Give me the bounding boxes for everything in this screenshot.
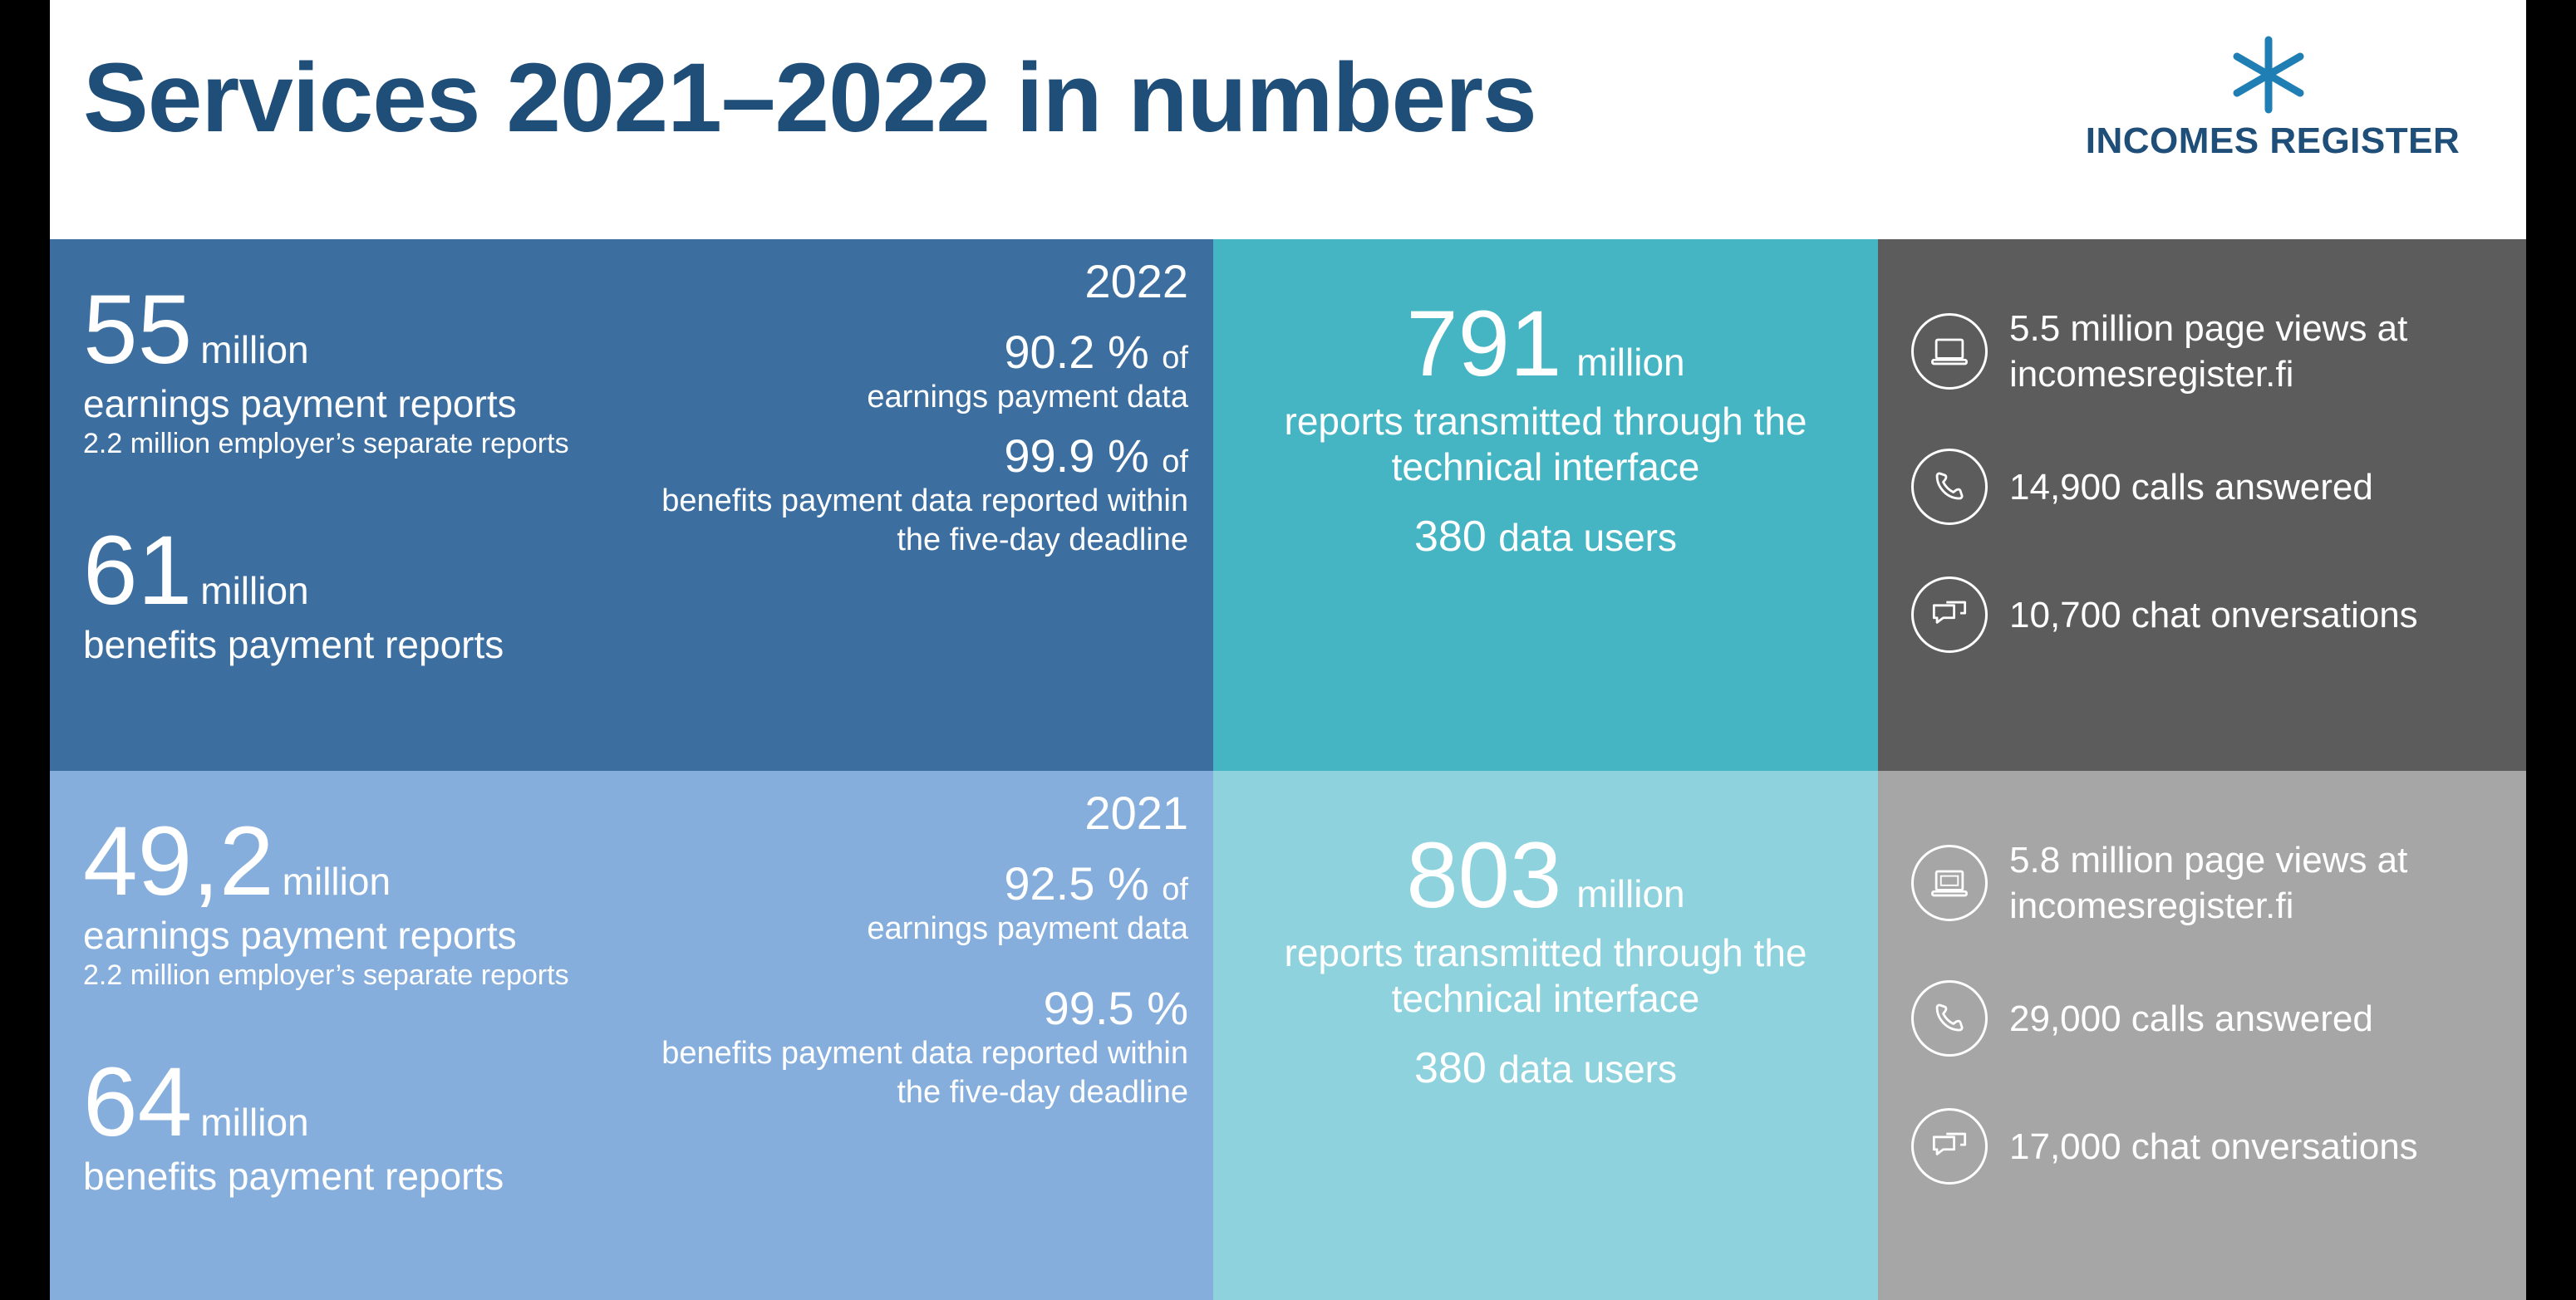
list-item	[1878, 306, 2526, 397]
earnings-reports-subcaption-2022: 2.2 million employer’s separate reports	[83, 427, 569, 459]
chat-icon	[1911, 1108, 1988, 1185]
pct-earnings-value-2021: 92.5 %	[1004, 857, 1149, 910]
data-users-label-2022: data users	[1498, 516, 1677, 560]
list-item	[1878, 837, 2526, 929]
channel-text: 17,000 chat onversations	[2009, 1126, 2418, 1167]
interface-reports-number-2022: 791	[1406, 292, 1562, 395]
year-label-2022: 2022	[1084, 255, 1188, 307]
data-users-number-2022: 380	[1413, 513, 1487, 562]
earnings-reports-unit-2022: million	[200, 328, 309, 371]
pct-benefits-desc-2021: benefits payment data reported within the five-day deadline	[661, 1035, 1188, 1111]
channel-text: 29,000 calls answered	[2009, 998, 2373, 1039]
pct-earnings-desc-2021: earnings payment data	[867, 910, 1188, 946]
benefits-reports-number-2021: 64	[83, 1047, 193, 1157]
interface-reports-number-2021: 803	[1406, 823, 1562, 927]
panel-channels-2021	[1878, 771, 2526, 1300]
figure-benefits-reports-2021	[83, 1047, 715, 1199]
benefits-reports-unit-2021: million	[200, 1101, 309, 1144]
figure-benefits-reports-2022	[83, 516, 715, 667]
earnings-reports-caption-2022: earnings payment reports	[83, 382, 517, 425]
panel-channels-2022	[1878, 239, 2526, 771]
benefits-reports-number-2022: 61	[83, 516, 193, 625]
pct-benefits-of-2022: of	[1162, 444, 1188, 479]
data-users-number-2021: 380	[1413, 1044, 1487, 1093]
benefits-reports-unit-2022: million	[200, 569, 309, 612]
pct-earnings-data-2022	[656, 326, 1188, 417]
pct-benefits-value-2021: 99.5 %	[1043, 982, 1188, 1034]
data-users-label-2021: data users	[1498, 1047, 1677, 1092]
year-label-2021: 2021	[1084, 787, 1188, 839]
channel-text: 5.8 million page views at incomesregister.fi	[2009, 840, 2408, 926]
earnings-reports-number-2022: 55	[83, 275, 193, 385]
panel-interface-2021	[1213, 771, 1878, 1300]
header-band	[50, 0, 2526, 239]
list-item	[1878, 576, 2526, 653]
asterisk-star-icon	[2219, 33, 2318, 116]
earnings-reports-caption-2021: earnings payment reports	[83, 914, 517, 957]
phone-icon	[1911, 449, 1988, 525]
benefits-reports-caption-2021: benefits payment reports	[83, 1155, 504, 1198]
logo-text: INCOMES REGISTER	[2085, 120, 2460, 161]
pct-benefits-data-2022	[656, 430, 1188, 561]
earnings-reports-unit-2021: million	[282, 860, 391, 903]
interface-reports-unit-2021: million	[1576, 872, 1685, 915]
laptop-icon	[1911, 845, 1988, 921]
earnings-reports-number-2021: 49,2	[83, 807, 274, 916]
interface-stats-2022	[1230, 292, 1861, 562]
phone-icon	[1911, 980, 1988, 1057]
logo	[2077, 33, 2468, 174]
interface-reports-desc-2021: reports transmitted through the technical interface	[1284, 931, 1807, 1021]
earnings-reports-subcaption-2021: 2.2 million employer’s separate reports	[83, 959, 569, 991]
page-title: Services 2021–2022 in numbers	[83, 43, 1536, 153]
panel-earnings-2021	[50, 771, 1213, 1300]
chat-icon	[1911, 576, 1988, 653]
pct-benefits-desc-2022: benefits payment data reported within the five-day deadline	[661, 483, 1188, 558]
pct-earnings-of-2021: of	[1162, 872, 1188, 907]
pct-earnings-of-2022: of	[1162, 341, 1188, 375]
channel-text: 14,900 calls answered	[2009, 466, 2373, 508]
stats-grid	[50, 239, 2526, 1300]
list-item	[1878, 449, 2526, 525]
channel-list-2021	[1878, 837, 2526, 1185]
pct-earnings-data-2021	[656, 858, 1188, 949]
panel-interface-2022	[1213, 239, 1878, 771]
list-item	[1878, 980, 2526, 1057]
figure-earnings-reports-2022	[83, 275, 715, 460]
benefits-reports-caption-2022: benefits payment reports	[83, 623, 504, 666]
figure-earnings-reports-2021	[83, 807, 715, 992]
laptop-icon	[1911, 313, 1988, 390]
pct-benefits-data-2021	[656, 983, 1188, 1113]
list-item	[1878, 1108, 2526, 1185]
pct-earnings-desc-2022: earnings payment data	[867, 379, 1188, 415]
pct-earnings-value-2022: 90.2 %	[1004, 326, 1149, 378]
interface-reports-unit-2022: million	[1576, 341, 1685, 384]
channel-text: 10,700 chat onversations	[2009, 594, 2418, 635]
panel-earnings-2022	[50, 239, 1213, 771]
channel-list-2022	[1878, 306, 2526, 653]
pct-benefits-value-2022: 99.9 %	[1004, 429, 1149, 482]
channel-text: 5.5 million page views at incomesregister.fi	[2009, 308, 2408, 395]
interface-stats-2021	[1230, 823, 1861, 1093]
interface-reports-desc-2022: reports transmitted through the technical interface	[1284, 400, 1807, 489]
